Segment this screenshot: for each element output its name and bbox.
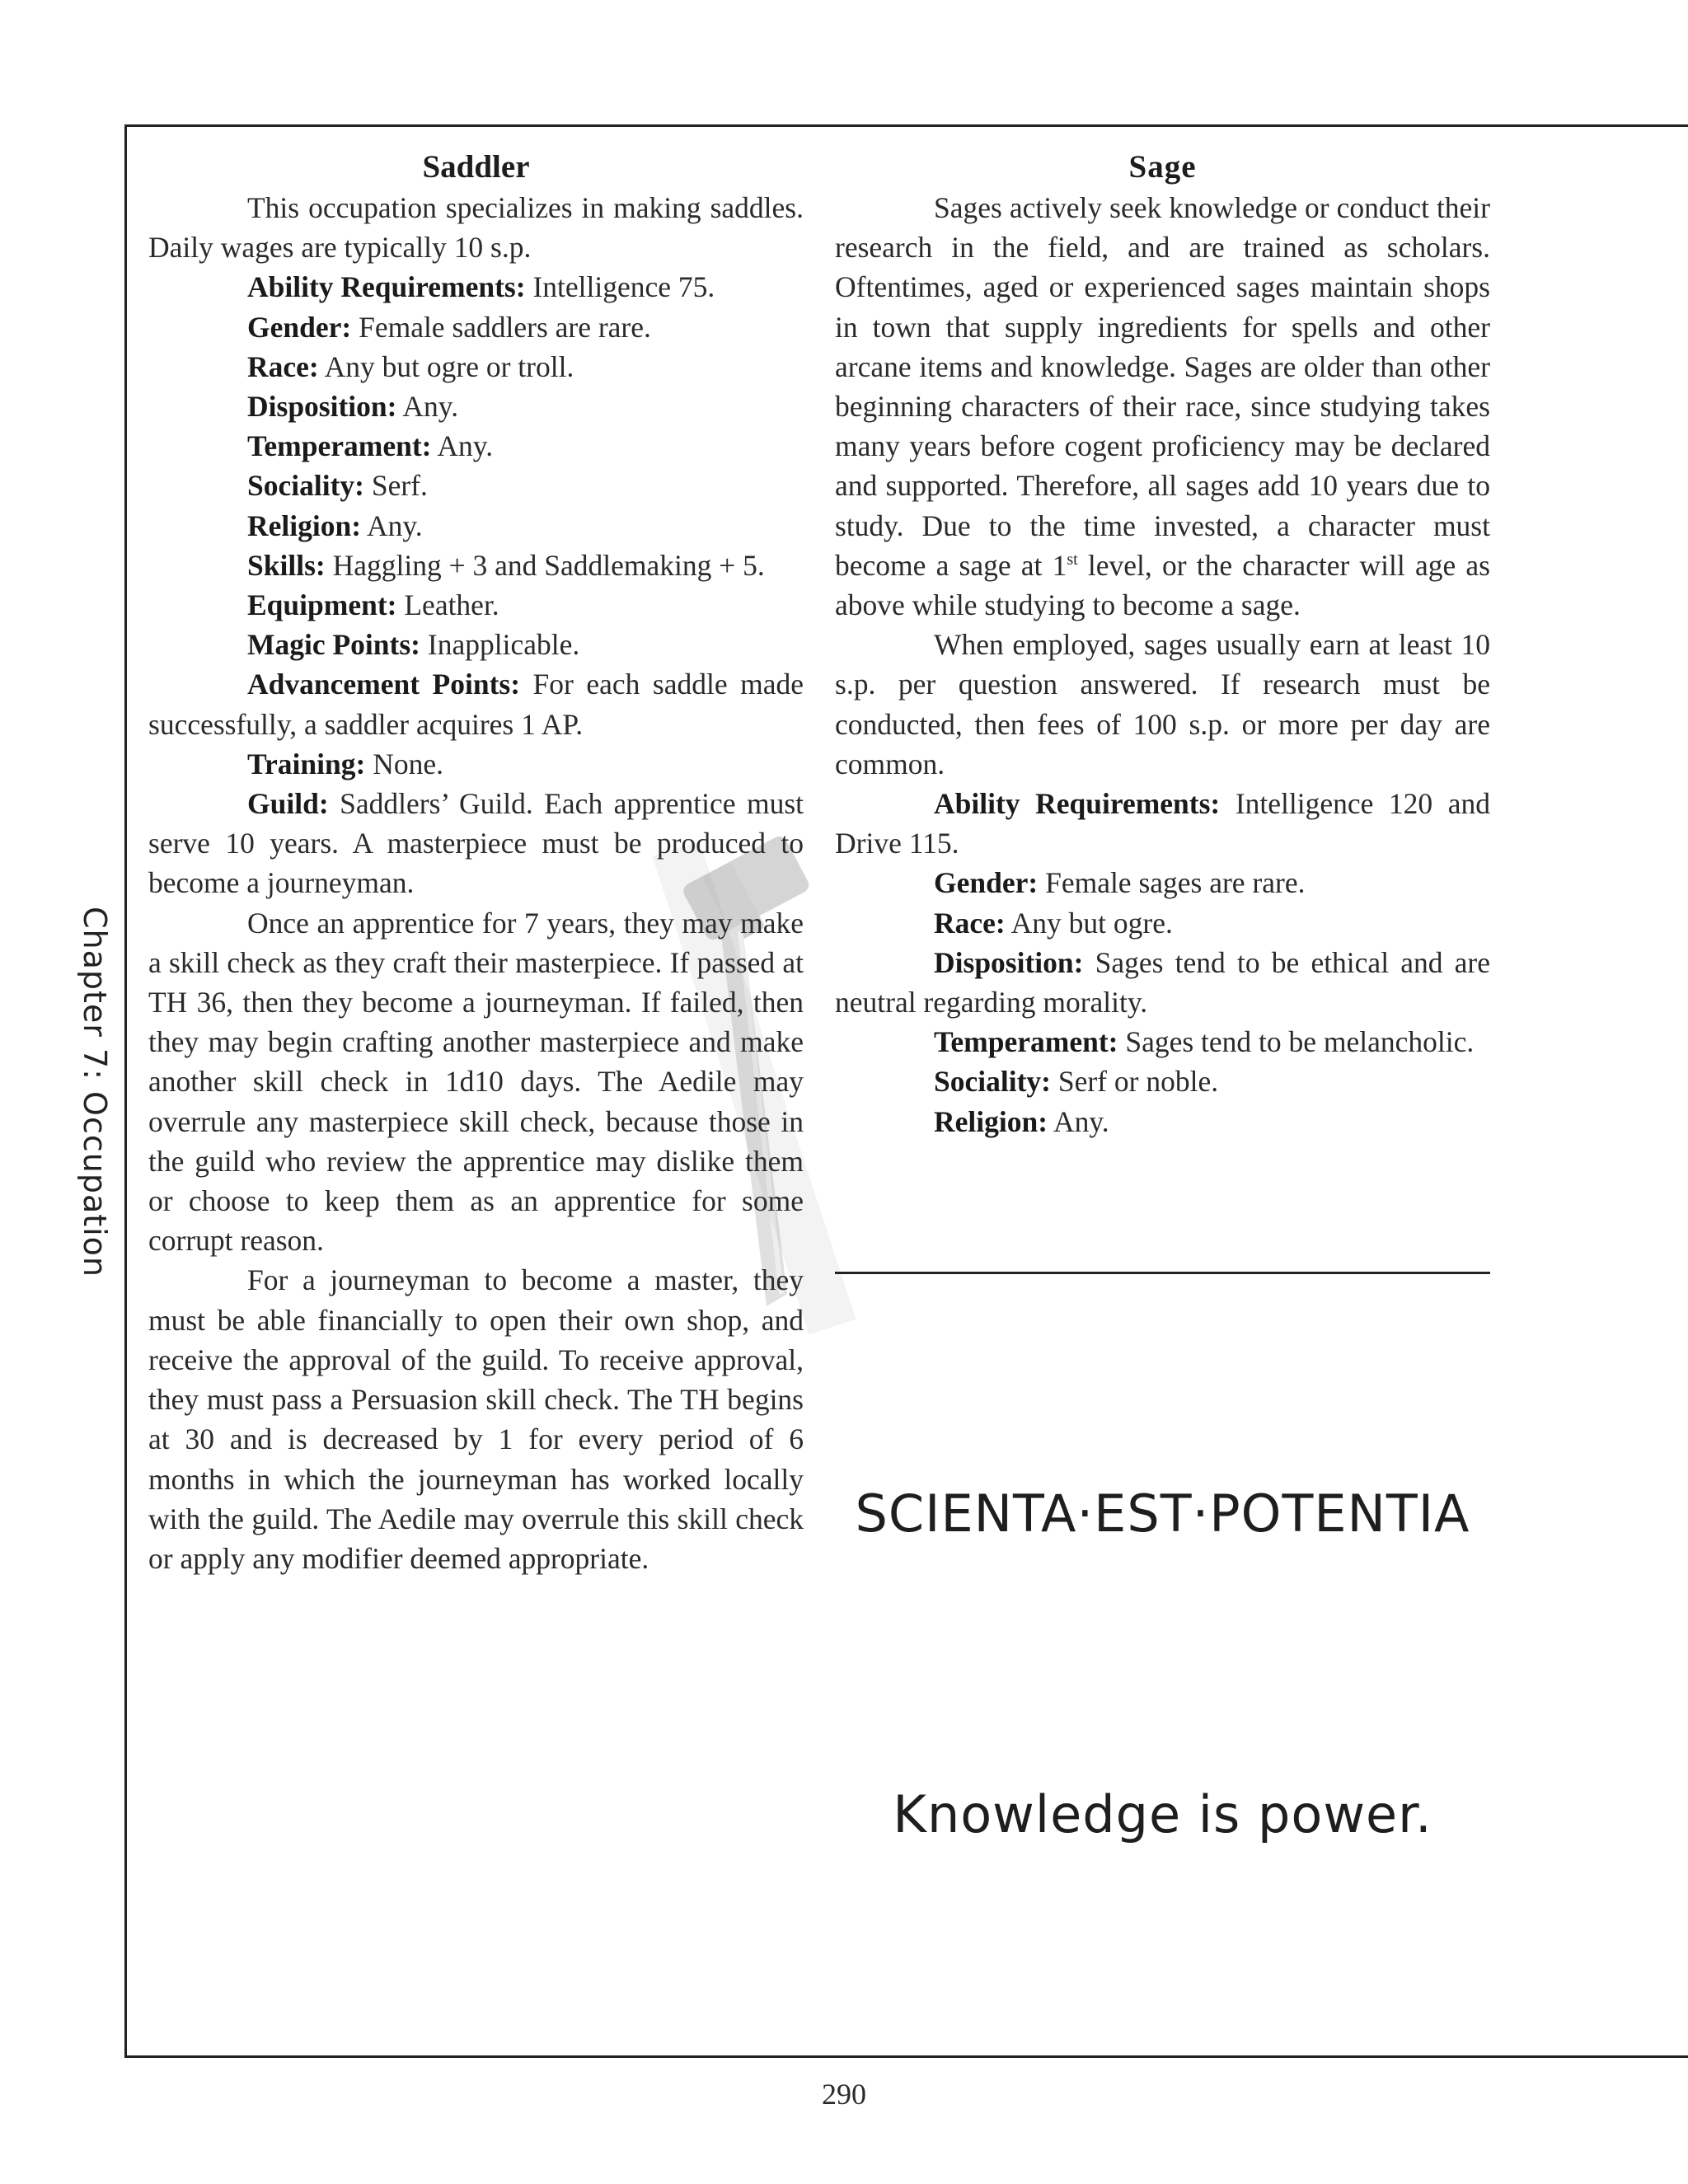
sage-field [835,863,1490,902]
field-label: Religion: [934,1104,1048,1138]
field-label: Ability Requirements: [247,270,526,304]
saddler-field [148,307,804,347]
field-label: Training: [247,747,366,780]
field-value: Any. [431,429,494,463]
saddler-column [148,147,804,1578]
field-label: Race: [247,349,319,383]
sage-column [835,147,1490,1141]
field-value: Any but ogre. [1005,906,1173,940]
field-value: Intelligence 75. [525,270,715,304]
saddler-field [148,506,804,546]
field-value: Haggling + 3 and Saddlemaking + 5. [325,548,765,582]
saddler-field [148,267,804,307]
field-label: Sociality: [247,469,364,503]
field-value: Any but ogre or troll. [318,349,574,383]
section-divider [835,1272,1490,1274]
field-label: Religion: [247,509,362,542]
field-label: Race: [934,906,1006,940]
field-value: Female sages are rare. [1038,866,1306,900]
field-value: None. [365,747,443,780]
saddler-field [148,546,804,585]
ordinal-suffix: st [1067,551,1078,569]
field-value: Sages tend to be ethical and are neutral regarding morality. [835,945,1490,1019]
field-label: Advancement Points: [247,668,521,701]
field-value: Saddlers’ Guild. Each apprentice must serve 10 years. A masterpiece must be produced to become a journeyman. [148,787,804,900]
field-label: Gender: [934,866,1039,900]
field-label: Equipment: [247,588,397,622]
sage-field [835,1062,1490,1101]
saddler-field [148,347,804,387]
chapter-side-label: Chapter 7: Occupation [77,906,113,1278]
sage-field [835,784,1490,863]
sage-intro [835,188,1490,625]
field-label: Skills: [247,548,326,582]
field-value: Serf or noble. [1050,1065,1219,1099]
sage-title: Sage [1128,149,1197,185]
field-value: Sages tend to be melancholic. [1118,1025,1475,1059]
field-value: Leather. [396,588,499,622]
field-label: Ability Requirements: [934,787,1221,821]
page-number: 290 [822,2078,866,2111]
field-label: Disposition: [934,945,1084,979]
field-label: Guild: [247,787,329,821]
field-label: Sociality: [934,1065,1051,1099]
saddler-field [148,625,804,664]
saddler-journeyman-paragraph: Once an apprentice for 7 years, they may make a skill check as they craft their masterpiece. If passed at TH 36, then they become a journeyman. If failed, then they may begin crafting another masterpiece and make another skill check in 1d10 days. The Aedile may overrule any masterpiece skill check, because those in the guild who review the apprentice may dislike them or choose to keep them as an apprentice for some corrupt reason. [148,906,804,1258]
field-value: Female saddlers are rare. [351,310,651,344]
sage-field [835,1022,1490,1062]
saddler-field [148,387,804,426]
field-value: For each saddle made successfully, a saddler acquires 1 AP. [148,668,804,741]
field-label: Gender: [247,310,352,344]
saddler-intro: This occupation specializes in making saddles. Daily wages are typically 10 s.p. [148,191,804,265]
sage-field [835,943,1490,1022]
field-value: Any. [1048,1104,1109,1138]
saddler-field [148,744,804,784]
field-value: Inapplicable. [420,628,580,662]
field-label: Temperament: [934,1025,1118,1059]
field-value: Any. [361,509,423,542]
field-value: Serf. [363,469,428,503]
saddler-field [148,784,804,903]
saddler-field [148,664,804,743]
sage-employed-paragraph: When employed, sages usually earn at least 10 s.p. per question answered. If research must be conducted, then fees of 100 s.p. or more per day are common. [835,628,1490,780]
sage-field [835,903,1490,943]
saddler-field [148,466,804,505]
field-value: Any. [396,390,459,424]
sage-intro-text-a: Sages actively seek knowledge or conduct their research in the field, and are trained as scholars. Oftentimes, aged or experienced sages maintain shops in town that supply ingredients for spells and other arcane items and knowledge. Sages are older than other beginning characters of their race, since studying takes many years before cogent proficiency may be declared and supported. Therefore, all sages add 10 years due to study. Due to the time invested, a character must become a sage at 1 [835,191,1490,582]
field-label: Magic Points: [247,628,421,662]
sage-field [835,1102,1490,1141]
saddler-master-paragraph: For a journeyman to become a master, they must be able financially to open their own shop, and receive the approval of the guild. To receive approval, they must pass a Persuasion skill check. The TH begins at 30 and is decreased by 1 for every period of 6 months in which the journeyman has worked locally with the guild. The Aedile may overrule this skill check or apply any modifier deemed appropriate. [148,1263,804,1575]
saddler-field [148,426,804,466]
motto-translation: Knowledge is power. [893,1784,1432,1844]
field-value: Intelligence 120 and Drive 115. [835,787,1490,860]
field-label: Temperament: [247,429,432,463]
field-label: Disposition: [247,390,397,424]
latin-motto: SCIENTA·EST·POTENTIA [855,1483,1470,1544]
saddler-title: Saddler [422,149,530,185]
sage-intro-text-b: level, or the character will age as above while studying to become a sage. [835,548,1490,622]
saddler-field [148,585,804,625]
